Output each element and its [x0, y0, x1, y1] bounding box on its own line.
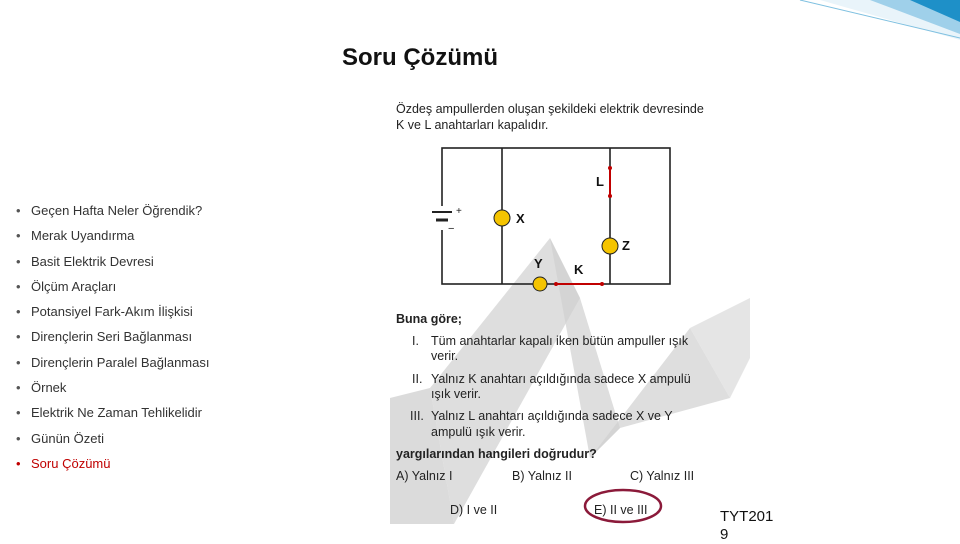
option-a[interactable]: A) Yalnız I: [396, 469, 453, 483]
agenda-item-label: Günün Özeti: [31, 430, 104, 446]
bullet-icon: •: [16, 253, 21, 269]
source-label-line1: TYT201: [720, 508, 774, 525]
source-label-line2: 9: [720, 526, 729, 543]
question-prompt: Buna göre;: [396, 312, 462, 326]
bullet-icon: •: [16, 304, 21, 320]
option-b[interactable]: B) Yalnız II: [512, 469, 572, 483]
item-text: ampulü ışık verir.: [431, 425, 526, 439]
agenda-item[interactable]: [16, 198, 209, 223]
bullet-icon: •: [16, 430, 21, 446]
bulb-icon: [533, 277, 547, 291]
agenda-item-label: Soru Çözümü: [31, 455, 111, 471]
agenda-item[interactable]: [16, 324, 209, 349]
question-intro-line1: Özdeş ampullerden oluşan şekildeki elektrik devresinde: [396, 102, 704, 116]
agenda-item-label: Merak Uyandırma: [31, 228, 135, 244]
item-text: Yalnız K anahtarı açıldığında sadece X ampulü: [431, 372, 691, 386]
bulb-y-label: Y: [534, 256, 543, 271]
agenda-list: [16, 198, 209, 476]
agenda-item[interactable]: [16, 350, 209, 375]
corner-decoration: [700, 0, 960, 40]
answer-circle-icon: [582, 487, 664, 525]
item-number: I.: [412, 334, 419, 348]
item-number: II.: [412, 372, 423, 386]
agenda-item-label: Elektrik Ne Zaman Tehlikelidir: [31, 405, 202, 421]
agenda-item-label: Örnek: [31, 380, 67, 396]
bullet-icon: •: [16, 380, 21, 396]
option-e[interactable]: E) II ve III: [594, 503, 648, 517]
agenda-item-label: Potansiyel Fark-Akım İlişkisi: [31, 304, 193, 320]
bulb-x-label: X: [516, 211, 525, 226]
option-c[interactable]: C) Yalnız III: [630, 469, 695, 483]
agenda-item-label: Ölçüm Araçları: [31, 278, 117, 294]
bulb-z-label: Z: [622, 238, 630, 253]
bullet-icon: •: [16, 329, 21, 345]
bulb-icon: [602, 238, 618, 254]
bullet-icon: •: [16, 278, 21, 294]
bullet-icon: •: [16, 354, 21, 370]
bulb-icon: [494, 210, 510, 226]
agenda-item[interactable]: [16, 400, 209, 425]
agenda-item[interactable]: [16, 299, 209, 324]
source-label: [720, 508, 790, 544]
bullet-icon: •: [16, 405, 21, 421]
agenda-item-active[interactable]: [16, 451, 209, 476]
bullet-icon: •: [16, 228, 21, 244]
agenda-item-label: Basit Elektrik Devresi: [31, 253, 154, 269]
item-text: Tüm anahtarlar kapalı iken bütün ampuller ışık: [431, 334, 689, 348]
question-intro-line2: K ve L anahtarları kapalıdır.: [396, 118, 549, 132]
bullet-icon: •: [16, 203, 21, 218]
switch-l-label: L: [596, 174, 604, 189]
agenda-item[interactable]: [16, 249, 209, 274]
switch-k-label: K: [574, 262, 584, 277]
agenda-item[interactable]: [16, 274, 209, 299]
question-image: [390, 98, 750, 524]
item-text: verir.: [431, 349, 459, 363]
agenda-item-label: Geçen Hafta Neler Öğrendik?: [31, 203, 203, 218]
question-ask: yargılarından hangileri doğrudur?: [396, 447, 597, 461]
item-text: Yalnız L anahtarı açıldığında sadece X ve Y: [431, 409, 673, 423]
slide-title: Soru Çözümü: [342, 44, 498, 71]
agenda-item[interactable]: [16, 375, 209, 400]
option-d[interactable]: D) I ve II: [450, 503, 498, 517]
agenda-item[interactable]: [16, 426, 209, 451]
agenda-item[interactable]: [16, 223, 209, 248]
battery-plus-label: +: [456, 206, 462, 217]
battery-minus-label: −: [448, 223, 455, 235]
agenda-item-label: Dirençlerin Seri Bağlanması: [31, 329, 193, 345]
bullet-icon: •: [16, 455, 21, 471]
circuit-diagram: [420, 144, 680, 294]
item-text: ışık verir.: [431, 387, 482, 401]
item-number: III.: [410, 409, 424, 423]
agenda-item-label: Dirençlerin Paralel Bağlanması: [31, 354, 210, 370]
